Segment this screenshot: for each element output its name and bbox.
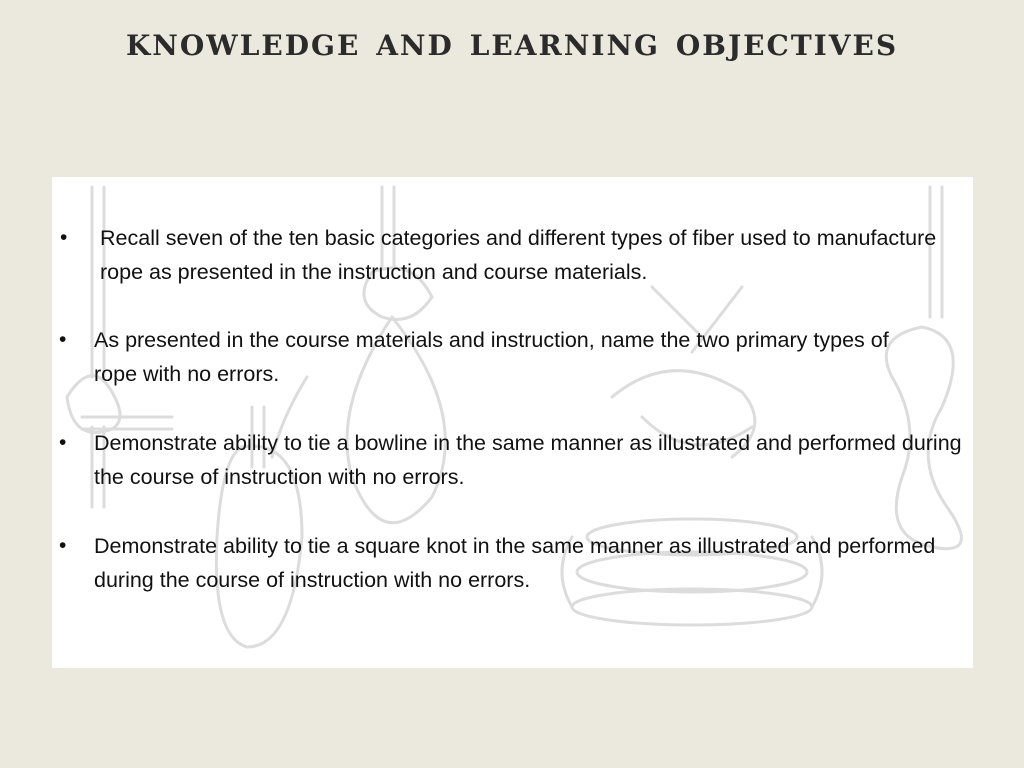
objective-text: Demonstrate ability to tie a square knot in the same manner as illustrated and performed during the course of instruction with no errors. (94, 534, 936, 592)
objective-item (59, 529, 964, 597)
objective-item (60, 221, 965, 289)
objective-item (59, 323, 924, 391)
bullet-icon: • (59, 328, 67, 351)
slide-title: knowledge and learning objectives (125, 18, 899, 65)
bullet-icon: • (59, 534, 67, 557)
objective-item (59, 426, 964, 494)
content-panel (52, 177, 973, 668)
objective-text: As presented in the course materials and instruction, name the two primary types of rope with no errors. (94, 328, 889, 386)
objective-text: Demonstrate ability to tie a bowline in the same manner as illustrated and performed during the course of instruction with no errors. (94, 431, 962, 489)
objective-text: Recall seven of the ten basic categories and different types of fiber used to manufacture rope as presented in the instruction and course materials. (100, 226, 937, 284)
bullet-icon: • (60, 226, 68, 249)
bullet-icon: • (59, 431, 67, 454)
